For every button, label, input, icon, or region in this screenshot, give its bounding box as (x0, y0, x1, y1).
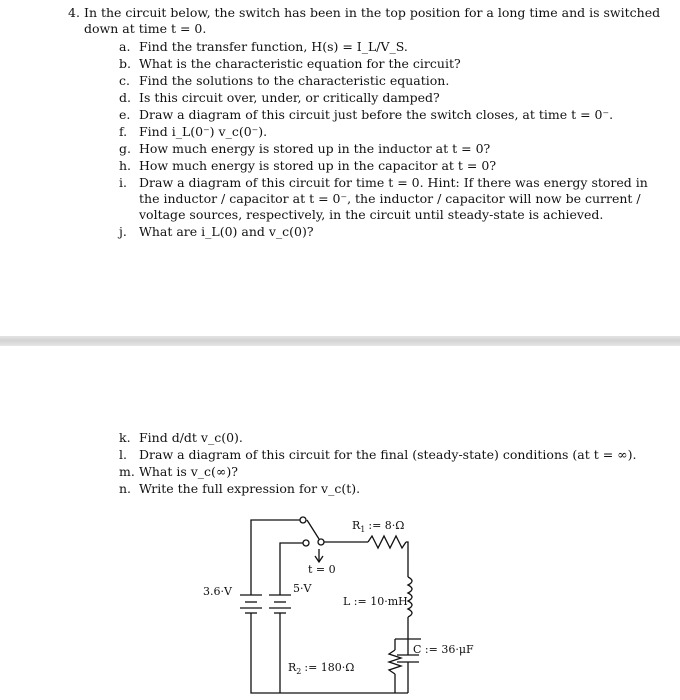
resistor-r1 (368, 536, 406, 548)
wire-bottom (251, 613, 408, 693)
sub-question-h: h. How much energy is stored up in the capacitor at t = 0? (119, 158, 497, 173)
inductor-coil (408, 577, 412, 617)
switch-pivot (318, 539, 324, 545)
sub-question-b: b. What is the characteristic equation for the circuit? (119, 56, 461, 71)
switch-top-contact (300, 517, 306, 523)
sub-question-n: n. Write the full expression for v_c(t). (119, 481, 361, 496)
sub-question-list-top (119, 39, 649, 241)
switch-time-label: t = 0 (308, 563, 336, 576)
sub-question-m: m. What is v_c(∞)? (119, 464, 238, 479)
circuit-diagram (195, 505, 495, 700)
sub-question-i: i. Draw a diagram of this circuit for time t = 0. Hint: If there was energy stored in the inductor / capacitor at t = 0⁻, the inductor / capacitor will now be current / voltage sources, respectively, in the circuit until steady-state is achieved. (119, 175, 648, 222)
question-number: 4. (68, 5, 80, 20)
sub-question-list-bottom (119, 430, 649, 498)
capacitor-label: C := 36·μF (413, 643, 474, 656)
source1-label: 3.6·V (203, 585, 232, 598)
sub-question-g: g. How much energy is stored up in the inductor at t = 0? (119, 141, 491, 156)
page-break-separator (0, 336, 680, 346)
switch-blade (307, 520, 319, 539)
r1-label: $R_1$ := 8·Ω (352, 519, 405, 534)
question-header (68, 5, 664, 37)
sub-question-a: a. Find the transfer function, H(s) = I_L/V_S. (119, 39, 408, 54)
sub-question-l: l. Draw a diagram of this circuit for the final (steady-state) conditions (at t = ∞). (119, 447, 637, 462)
question-text: In the circuit below, the switch has been in the top position for a long time and is switched down at time t = 0. (84, 5, 661, 36)
source2-label: 5·V (293, 582, 312, 595)
wire-r1-to-inductor (406, 542, 408, 577)
sub-question-c: c. Find the solutions to the characteristic equation. (119, 73, 450, 88)
sub-question-f: f. Find i_L(0⁻) v_c(0⁻). (119, 124, 268, 139)
sub-question-d: d. Is this circuit over, under, or critically damped? (119, 90, 440, 105)
sub-question-e: e. Draw a diagram of this circuit just before the switch closes, at time t = 0⁻. (119, 107, 614, 122)
switch-bottom-contact (303, 540, 309, 546)
sub-question-k: k. Find d/dt v_c(0). (119, 430, 243, 445)
r2-label: $R_2$ := 180·Ω (288, 661, 355, 676)
sub-question-j: j. What are i_L(0) and v_c(0)? (119, 224, 314, 239)
inductor-label: L := 10·mH (343, 595, 408, 608)
circuit-schematic (195, 505, 495, 700)
